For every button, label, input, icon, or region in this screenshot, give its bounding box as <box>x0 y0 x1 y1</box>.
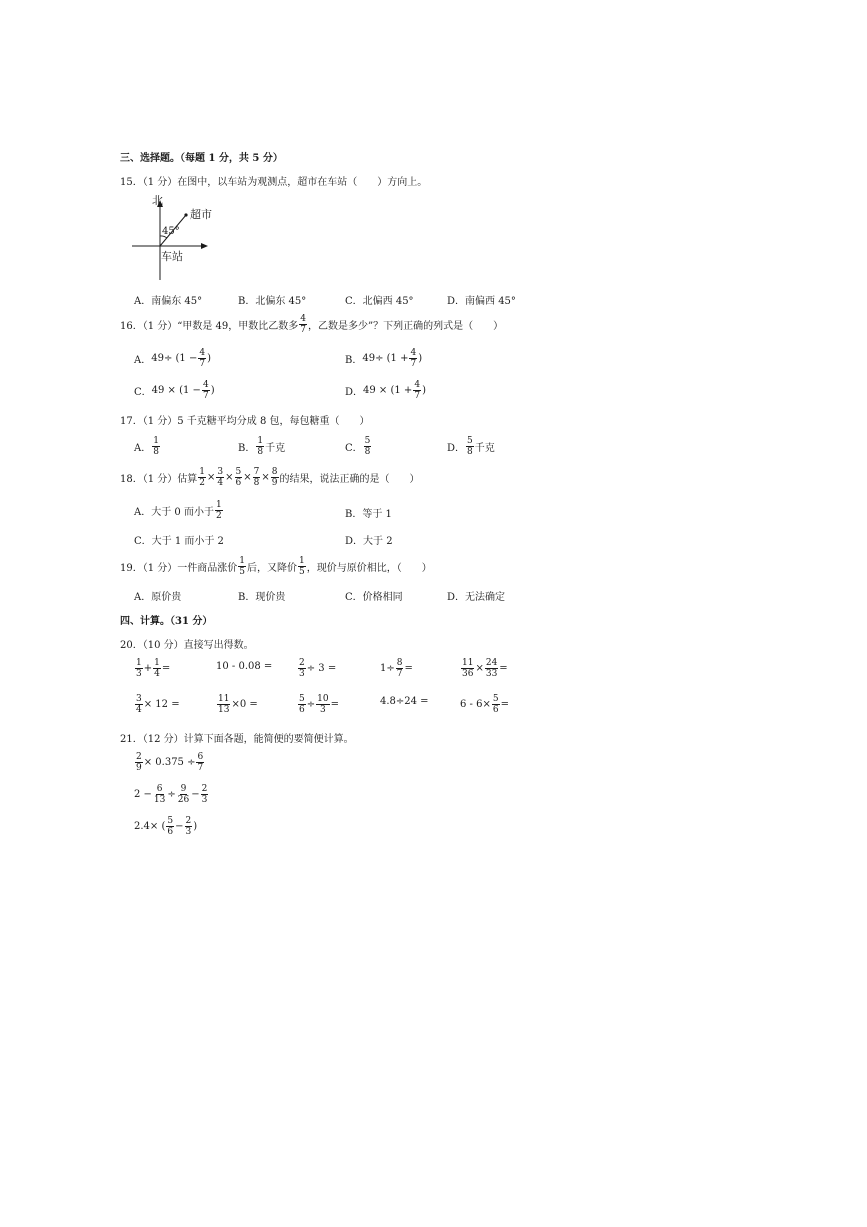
q15-option-a[interactable]: A．南偏东 45° <box>134 296 203 307</box>
east-arrow-icon <box>201 243 208 249</box>
q18-option-c[interactable]: C．大于 1 而小于 2 <box>134 536 224 547</box>
q20-expr-10: 6 - 6× $\frac{5}{6}$ = <box>460 694 509 715</box>
q17-option-a[interactable]: A． $\frac{1}{8}$ <box>134 436 159 457</box>
q17-option-c[interactable]: C． $\frac{5}{8}$ <box>345 436 371 457</box>
q19-option-d[interactable]: D．无法确定 <box>447 592 506 603</box>
question-15-stem: 15．（1 分）在图中，以车站为观测点，超市在车站（ ）方向上。 <box>120 177 428 188</box>
q16-option-b[interactable]: B． 49÷ (1 + $\frac{4}{7}$ ) <box>345 348 423 369</box>
q16-stem-part1: 16．（1 分）“甲数是 49，甲数比乙数多 <box>120 321 299 332</box>
q16-option-a[interactable]: A． 49÷ (1 − $\frac{4}{7}$ ) <box>134 348 211 369</box>
q19-option-c[interactable]: C．价格相同 <box>345 592 403 603</box>
q20-expr-4: 1÷ $\frac{8}{7}$ = <box>380 658 413 679</box>
q16-fraction: $\frac{4}{7}$ <box>300 314 307 335</box>
supermarket-label: 超市 <box>190 208 212 221</box>
north-label: 北 <box>152 194 163 207</box>
compass-diagram <box>128 192 218 282</box>
q21-expr-2: 2 − $\frac{6}{13}$ ÷ $\frac{9}{26}$ − $\frac{2}{3}$ <box>134 784 208 805</box>
q16-option-d[interactable]: D． 49 × (1 + $\frac{4}{7}$ ) <box>345 380 426 401</box>
q20-expr-7: $\frac{11}{13}$ ×0 = <box>218 694 258 715</box>
section-3-title: 三、选择题。（每题 1 分，共 5 分） <box>120 153 283 164</box>
q20-expr-8: $\frac{5}{6}$ ÷ $\frac{10}{3}$ = <box>299 694 339 715</box>
q17-option-d[interactable]: D． $\frac{5}{8}$ 千克 <box>447 436 495 457</box>
q20-expr-1: $\frac{1}{3}$ + $\frac{1}{4}$ = <box>136 658 171 679</box>
q18-option-a[interactable]: A．大于 0 而小于 $\frac{1}{2}$ <box>134 500 222 521</box>
q20-expr-3: $\frac{2}{3}$ ÷ 3 = <box>299 658 337 679</box>
q20-expr-6: $\frac{3}{4}$ × 12 = <box>136 694 180 715</box>
q20-expr-2: 10 - 0.08 = <box>216 661 273 672</box>
question-17-stem: 17．（1 分）5 千克糖平均分成 8 包，每包糖重（ ） <box>120 416 370 427</box>
q17-option-b[interactable]: B． $\frac{1}{8}$ 千克 <box>238 436 286 457</box>
q21-expr-3: 2.4× ( $\frac{5}{6}$ − $\frac{2}{3}$ ) <box>134 816 198 837</box>
q18-option-d[interactable]: D．大于 2 <box>345 536 393 547</box>
q19-option-a[interactable]: A．原价贵 <box>134 592 182 603</box>
q16-option-c[interactable]: C． 49 × (1 − $\frac{4}{7}$ ) <box>134 380 215 401</box>
q16-stem-part2: ，乙数是多少”？下列正确的列式是（ ） <box>308 321 504 332</box>
station-label: 车站 <box>161 250 183 263</box>
angle-label: 45° <box>162 226 180 237</box>
q19-option-b[interactable]: B．现价贵 <box>238 592 286 603</box>
q20-expr-5: $\frac{11}{36}$ × $\frac{24}{33}$ = <box>462 658 508 679</box>
q15-option-b[interactable]: B．北偏东 45° <box>238 296 307 307</box>
q15-option-c[interactable]: C．北偏西 45° <box>345 296 414 307</box>
q21-expr-1: $\frac{2}{9}$ × 0.375 ÷ $\frac{6}{7}$ <box>136 752 204 773</box>
q18-option-b[interactable]: B．等于 1 <box>345 509 392 520</box>
q20-expr-9: 4.8÷24 = <box>380 696 429 707</box>
question-19-stem: 19．（1 分）一件商品涨价 $\frac{1}{5}$ 后，又降价 $\frac{1}{5}$ ，现价与原价相比，（ ） <box>120 556 432 577</box>
q15-option-d[interactable]: D．南偏西 45° <box>447 296 516 307</box>
question-16-stem <box>120 314 503 335</box>
supermarket-point <box>184 213 187 216</box>
question-20-stem: 20．（10 分）直接写出得数。 <box>120 640 254 651</box>
section-4-title: 四、计算。（31 分） <box>120 616 213 627</box>
question-18-stem: 18．（1 分）估算 $\frac{1}{2}$ × $\frac{3}{4}$ × $\frac{5}{6}$ × $\frac{7}{8}$ × $\frac{8}{9}$ 的结果，说法正确的是（ ） <box>120 467 420 488</box>
question-21-stem: 21．（12 分）计算下面各题，能简便的要简便计算。 <box>120 734 354 745</box>
